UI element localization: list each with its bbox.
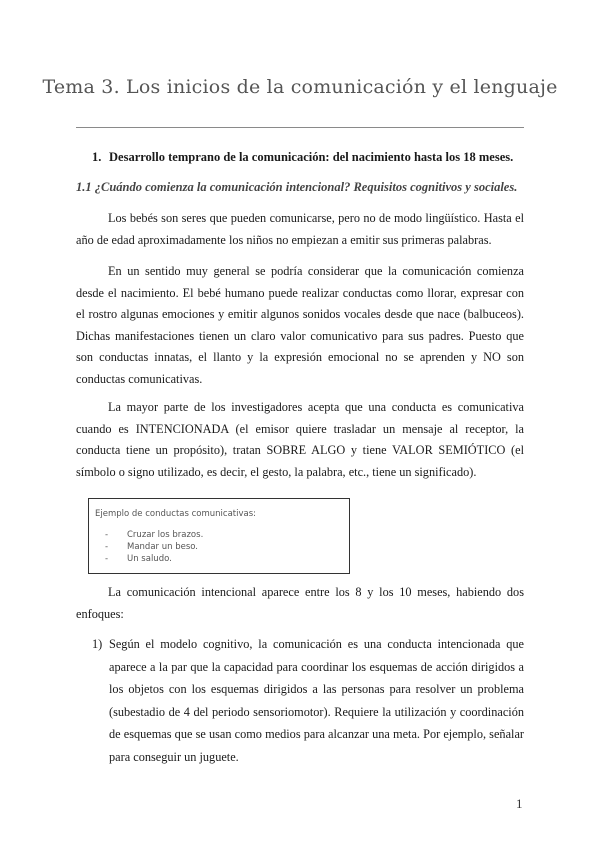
paragraph-birth: En un sentido muy general se podría considerar que la comunicación comienza desde el nacimiento. El bebé humano puede realizar conductas como llorar, expresar con el rostro algunas emociones y emitir algunos sonidos vocales desde que nace (balbuceos). Dichas manifestaciones tienen un claro valor comunicativo para sus padres. Puesto que son conductas innatas, el llanto y la expresión emocional no se aprenden y NO son conductas comunicativas. <box>76 264 524 386</box>
section-heading-text: Desarrollo temprano de la comunicación: del nacimiento hasta los 18 meses. <box>109 150 514 164</box>
example-list <box>105 529 203 565</box>
list-item-cognitive-model <box>92 633 524 768</box>
page-title: Tema 3. Los inicios de la comunicación y el lenguaje <box>42 76 558 98</box>
paragraph-intentional: La mayor parte de los investigadores acepta que una conducta es comunicativa cuando es INTENCIONADA (el emisor quiere trasladar un mensaje al receptor, la conducta tiene un propósito), tratan SOBRE ALGO y tiene VALOR SEMIÓTICO (el símbolo o signo utilizado, es decir, el gesto, la palabra, etc., tiene un significado). <box>76 400 524 479</box>
subsection-heading: 1.1 ¿Cuándo comienza la comunicación intencional? Requisitos cognitivos y sociales. <box>76 180 518 194</box>
example-item: - Cruzar los brazos. <box>105 530 204 540</box>
bullet-dash: - <box>105 542 109 552</box>
paragraph-intro: Los bebés son seres que pueden comunicarse, pero no de modo lingüístico. Hasta el año de edad aproximadamente los niños no empiezan a emitir sus primeras palabras. <box>76 211 524 247</box>
page-number: 1 <box>516 796 523 811</box>
example-box-title: Ejemplo de conductas comunicativas: <box>95 509 257 519</box>
list-marker: 1) <box>92 637 103 651</box>
list-item-text: Según el modelo cognitivo, la comunicación es una conducta intencionada que aparece a la par que la capacidad para coordinar los esquemas de acción dirigidos a los objetos con los esquemas dirigidos a las personas para resolver un problema (subestadio de 4 del periodo sensoriomotor). Requiere la utilización y coordinación de esquemas que se usan como medios para alcanzar una meta. Por ejemplo, señalar para conseguir un juguete. <box>109 637 524 764</box>
paragraph-approaches: La comunicación intencional aparece entre los 8 y los 10 meses, habiendo dos enfoques: <box>76 585 524 621</box>
bullet-dash: - <box>105 530 109 540</box>
example-box <box>88 498 350 574</box>
example-item: - Mandar un beso. <box>105 542 199 552</box>
section-heading <box>92 150 532 165</box>
bullet-dash: - <box>105 554 109 564</box>
section-number: 1. <box>92 150 102 164</box>
title-divider <box>76 127 524 128</box>
example-item: - Un saludo. <box>105 554 172 564</box>
